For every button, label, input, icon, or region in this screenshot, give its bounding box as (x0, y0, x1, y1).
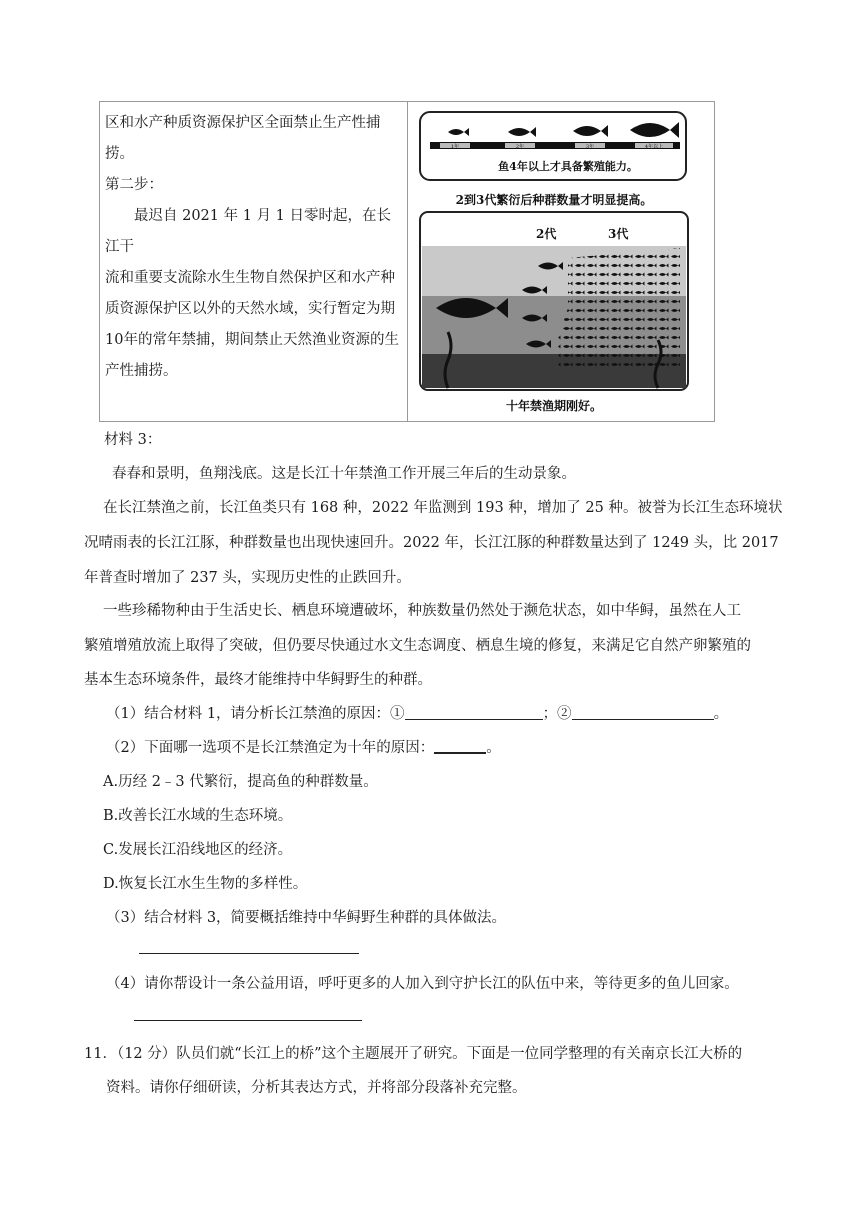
figure-bottom-caption: 十年禁渔期刚好。 (505, 399, 603, 413)
question-1-prefix: （1）结合材料 1，请分析长江禁渔的原因：① (106, 706, 405, 722)
table-divider (407, 102, 408, 421)
table-line-5: 流和重要支流除水生生物自然保护区和水产种 (105, 270, 395, 286)
material-table (99, 101, 715, 422)
material3-p3-line-2: 繁殖增殖放流上取得了突破，但仍要尽快通过水文生态调度、栖息生境的修复，来满足它自然产卵繁殖的 (84, 638, 751, 654)
material3-p2-line-2: 况晴雨表的长江江豚，种群数量也出现快速回升。2022 年，长江江豚的种群数量达到了 1249 头，比 2017 (84, 535, 779, 551)
age-label-1: 1年 (450, 144, 460, 150)
table-left-text (105, 108, 403, 387)
material3-heading: 材料 3： (104, 432, 162, 448)
table-line-4: 最迟自 2021 年 1 月 1 日零时起，在长江干 (105, 208, 392, 255)
gen3-label: 3代 (608, 227, 629, 241)
option-c: C.发展长江沿线地区的经济。 (103, 842, 293, 858)
age-label-2: 2年 (515, 144, 525, 150)
figure-top-caption: 鱼4年以上才具备繁殖能力。 (498, 160, 638, 173)
table-line-1: 区和水产种质资源保护区全面禁止生产性捕 (105, 115, 381, 131)
question-3: （3）结合材料 3，简要概括维持中华鲟野生种群的具体做法。 (106, 910, 507, 926)
question-1-mid: ；② (542, 706, 572, 722)
question-11-line-2: 资料。请你仔细研读，分析其表达方式，并将部分段落补充完整。 (106, 1080, 527, 1096)
question-1 (106, 702, 728, 723)
material3-p3-line-3: 基本生态环境条件，最终才能维持中华鲟野生的种群。 (84, 672, 432, 688)
table-line-3: 第二步： (105, 177, 163, 193)
answer-blank-3[interactable] (434, 738, 486, 755)
figure-mid-caption: 2到3代繁衍后种群数量才明显提高。 (455, 193, 653, 207)
table-line-7: 10年的常年禁捕，期间禁止天然渔业资源的生 (105, 332, 399, 348)
material3-paragraph-1: 春春和景明，鱼翔浅底。这是长江十年禁渔工作开展三年后的生动景象。 (112, 466, 576, 482)
question-2-end: 。 (486, 740, 501, 756)
age-label-4: 4年以上 (644, 144, 664, 150)
gen2-label: 2代 (536, 227, 557, 241)
option-a: A.历经 2﹣3 代繁衍，提高鱼的种群数量。 (103, 774, 378, 790)
answer-line-q4[interactable] (134, 1020, 362, 1021)
question-2-prefix: （2）下面哪一选项不是长江禁渔定为十年的原因： (106, 740, 435, 756)
question-1-end: 。 (713, 706, 729, 722)
table-line-8: 产性捕捞。 (105, 363, 178, 379)
figure-svg (418, 108, 706, 416)
answer-blank-2[interactable] (572, 705, 714, 721)
fish-breeding-figure (418, 108, 706, 416)
question-11-line-1: 11．（12 分）队员们就“长江上的桥”这个主题展开了研究。下面是一位同学整理的有关南京长江大桥的 (84, 1046, 743, 1062)
age-label-3: 3年 (585, 144, 595, 150)
material3-p2-line-1: 在长江禁渔之前，长江鱼类只有 168 种，2022 年监测到 193 种，增加了 25 种。被誉为长江生态环境状 (103, 500, 783, 516)
option-b: B.改善长江水域的生态环境。 (103, 808, 293, 824)
question-4: （4）请你帮设计一条公益用语，呼吁更多的人加入到守护长江的队伍中来，等待更多的鱼儿回家。 (106, 976, 739, 992)
table-line-6: 质资源保护区以外的天然水域，实行暂定为期 (105, 301, 395, 317)
material3-p2-line-3: 年普查时增加了 237 头，实现历史性的止跌回升。 (84, 570, 411, 586)
question-2 (106, 736, 501, 757)
option-d: D.恢复长江水生生物的多样性。 (103, 876, 308, 892)
material3-p3-line-1: 一些珍稀物种由于生活史长、栖息环境遭破坏，种族数量仍然处于濒危状态，如中华鲟，虽然在人工 (103, 603, 741, 619)
answer-line-q3[interactable] (139, 953, 359, 954)
answer-blank-1[interactable] (405, 705, 543, 721)
table-line-2: 捞。 (105, 146, 134, 162)
